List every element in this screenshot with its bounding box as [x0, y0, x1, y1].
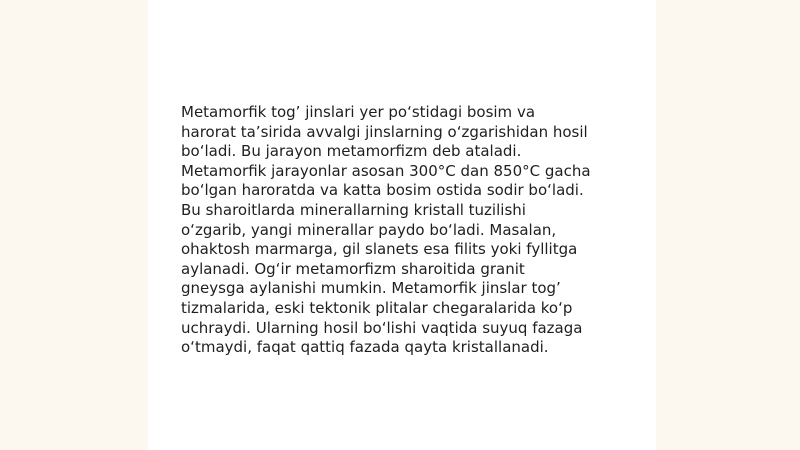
text-line: Bu sharoitlarda minerallarning kristall tuzilishi: [181, 200, 526, 219]
text-line: bo‘ladi. Bu jarayon metamorfizm deb ataladi.: [181, 142, 522, 161]
text-line: gneysga aylanishi mumkin. Metamorfik jinslar tog’: [181, 279, 561, 298]
text-line: bo‘lgan haroratda va katta bosim ostida sodir bo‘ladi.: [181, 181, 584, 200]
text-line: uchraydi. Ularning hosil bo‘lishi vaqtida suyuq fazaga: [181, 318, 583, 337]
text-line: Metamorfik tog’ jinslari yer po‘stidagi bosim va: [181, 103, 536, 121]
body-paragraph: [181, 103, 631, 358]
text-line: o‘zgarib, yangi minerallar paydo bo‘ladi. Masalan,: [181, 220, 557, 239]
text-line: Metamorfik jarayonlar asosan 300°C dan 850°C gacha: [181, 161, 591, 180]
text-line: harorat ta’sirida avvalgi jinslarning o‘zgarishidan hosil: [181, 122, 588, 141]
document-page: [148, 0, 656, 450]
text-line: aylanadi. Og‘ir metamorfizm sharoitida granit: [181, 259, 525, 278]
text-line: o‘tmaydi, faqat qattiq fazada qayta kristallanadi.: [181, 338, 549, 357]
text-line: tizmalarida, eski tektonik plitalar chegaralarida ko‘p: [181, 298, 573, 317]
text-line: ohaktosh marmarga, gil slanets esa filits yoki fyllitga: [181, 240, 578, 259]
